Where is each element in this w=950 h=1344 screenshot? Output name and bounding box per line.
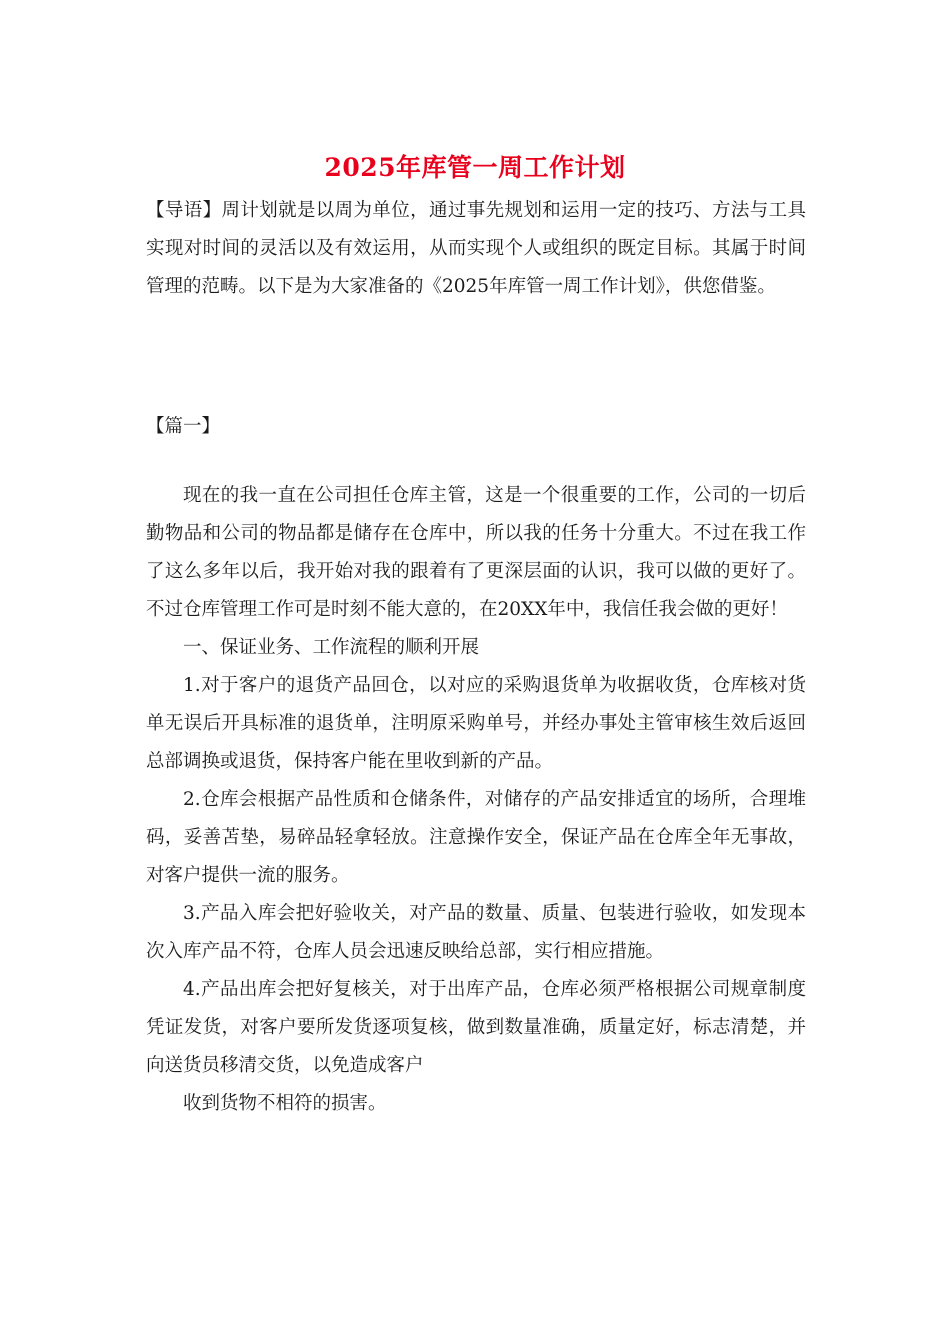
subheading: 一、保证业务、工作流程的顺利开展 bbox=[183, 637, 480, 658]
document-title: 2025年库管一周工作计划 bbox=[324, 153, 626, 182]
body-paragraph: 现在的我一直在公司担任仓库主管，这是一个很重要的工作，公司的一切后勤物品和公司的物品都是储存在仓库中，所以我的任务十分重大。不过在我工作了这么多年以后，我开始对我的跟着有了更深层面的认识，我可以做的更好了。不过仓库管理工作可是时刻不能大意的，在20XX年中，我信任我会做的更好！ bbox=[146, 485, 806, 620]
list-item: 3.产品入库会把好验收关，对产品的数量、质量、包装进行验收，如发现本次入库产品不符，仓库人员会迅速反映给总部，实行相应措施。 bbox=[146, 903, 806, 962]
section-heading: 【篇一】 bbox=[146, 416, 221, 437]
intro-paragraph: 【导语】周计划就是以周为单位，通过事先规划和运用一定的技巧、方法与工具实现对时间的灵活以及有效运用，从而实现个人或组织的既定目标。其属于时间管理的范畴。以下是为大家准备的《2025年库管一周工作计划》，供您借鉴。 bbox=[146, 200, 806, 297]
list-item: 2.仓库会根据产品性质和仓储条件，对储存的产品安排适宜的场所，合理堆码，妥善苫垫，易碎品轻拿轻放。注意操作安全，保证产品在仓库全年无事故，对客户提供一流的服务。 bbox=[146, 789, 806, 886]
body-paragraph: 收到货物不相符的损害。 bbox=[183, 1093, 387, 1114]
list-item: 1.对于客户的退货产品回仓，以对应的采购退货单为收据收货，仓库核对货单无误后开具标准的退货单，注明原采购单号，并经办事处主管审核生效后返回总部调换或退货，保持客户能在里收到新的产品。 bbox=[146, 675, 806, 772]
document-body bbox=[146, 477, 806, 1123]
list-item: 4.产品出库会把好复核关，对于出库产品，仓库必须严格根据公司规章制度凭证发货，对客户要所发货逐项复核，做到数量准确，质量定好，标志清楚，并向送货员移清交货，以免造成客户 bbox=[146, 979, 806, 1076]
